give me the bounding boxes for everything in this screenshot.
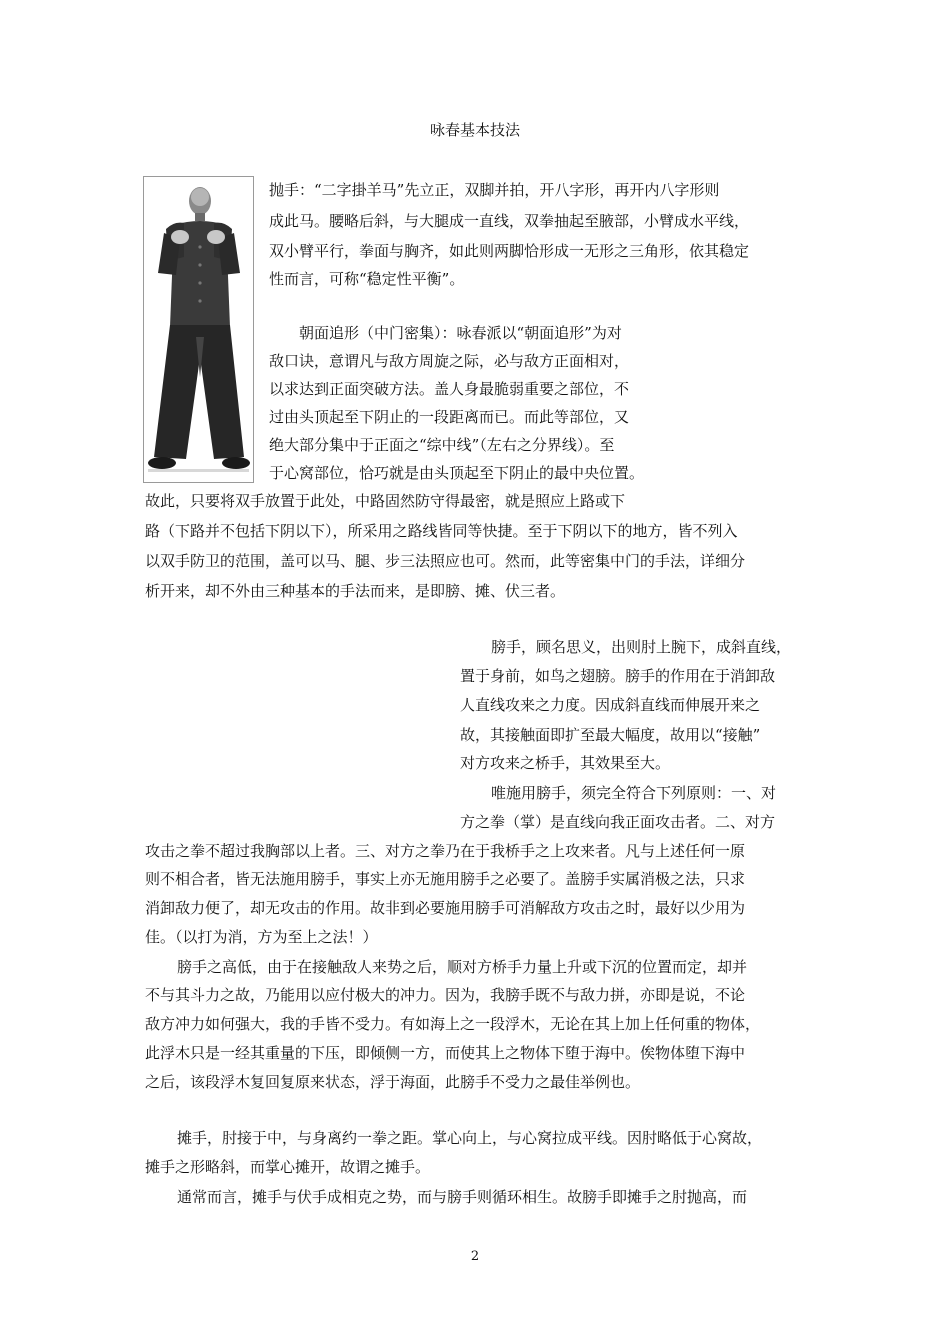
paragraph-line: 不与其斗力之故，乃能用以应付极大的冲力。因为，我膀手既不与敌力拼，亦即是说，不论 xyxy=(145,986,746,1004)
paragraph-line: 以求达到正面突破方法。盖人身最脆弱重要之部位，不 xyxy=(269,380,630,398)
paragraph-line: 故，其接触面即扩至最大幅度，故用以“接触” xyxy=(460,726,761,744)
paragraph-line: 之后，该段浮木复回复原来状态，浮于海面，此膀手不受力之最佳举例也。 xyxy=(145,1073,641,1091)
page-number: 2 xyxy=(470,1249,480,1264)
paragraph-line: 摊手，肘接于中，与身离约一拳之距。掌心向上，与心窝拉成平线。因肘略低于心窝故， xyxy=(177,1129,763,1147)
paragraph-line: 双小臂平行，拳面与胸齐，如此则两脚恰形成一无形之三角形，依其稳定 xyxy=(269,242,750,260)
paragraph-line: 此浮木只是一经其重量的下压，即倾侧一方，而使其上之物体下堕于海中。俟物体堕下海中 xyxy=(145,1044,746,1062)
paragraph-line: 通常而言，摊手与伏手成相克之势，而与膀手则循环相生。故膀手即摊手之肘抛高，而 xyxy=(177,1188,748,1206)
paragraph-line: 敌口诀，意谓凡与敌方周旋之际，必与敌方正面相对， xyxy=(269,352,630,370)
paragraph-line: 过由头顶起至下阴止的一段距离而已。而此等部位，又 xyxy=(269,408,630,426)
paragraph-line: 路（下路并不包括下阴以下），所采用之路线皆同等快捷。至于下阴以下的地方，皆不列入 xyxy=(145,522,738,540)
paragraph-line: 朝面追形（中门密集）：咏春派以“朝面追形”为对 xyxy=(299,324,622,342)
paragraph-line: 于心窝部位，恰巧就是由头顶起至下阴止的最中央位置。 xyxy=(269,464,645,482)
paragraph-line: 则不相合者，皆无法施用膀手，事实上亦无施用膀手之必要了。盖膀手实属消极之法，只求 xyxy=(145,870,746,888)
document-title: 咏春基本技法 xyxy=(429,121,520,139)
paragraph-line: 人直线攻来之力度。因成斜直线而伸展开来之 xyxy=(460,696,761,714)
paragraph-line: 以双手防卫的范围，盖可以马、腿、步三法照应也可。然而，此等密集中门的手法，详细分 xyxy=(145,552,746,570)
paragraph-line: 唯施用膀手，须完全符合下列原则：一、对 xyxy=(491,784,777,802)
martial-artist-stance-photo xyxy=(143,176,254,483)
paragraph-line: 消卸敌力便了，却无攻击的作用。故非到必要施用膀手可消解敌方攻击之时，最好以少用为 xyxy=(145,899,746,917)
paragraph-line: 绝大部分集中于正面之“综中线”（左右之分界线）。至 xyxy=(269,436,615,454)
paragraph-line: 抛手：“二字掛羊马”先立正，双脚并拍，开八字形，再开内八字形则 xyxy=(269,181,720,199)
paragraph-line: 攻击之拳不超过我胸部以上者。三、对方之拳乃在于我桥手之上攻来者。凡与上述任何一原 xyxy=(145,842,746,860)
martial-artist-figure-icon xyxy=(144,177,253,482)
paragraph-line: 膀手，顾名思义，出则肘上腕下，成斜直线， xyxy=(491,638,792,656)
paragraph-line: 摊手之形略斜，而掌心摊开，故谓之摊手。 xyxy=(145,1158,431,1176)
paragraph-line: 性而言，可称“稳定性平衡”。 xyxy=(269,270,465,288)
paragraph-line: 故此，只要将双手放置于此处，中路固然防守得最密，就是照应上路或下 xyxy=(145,492,626,510)
paragraph-line: 成此马。腰略后斜，与大腿成一直线，双拳抽起至腋部，小臂成水平线， xyxy=(269,212,750,230)
paragraph-line: 膀手之高低，由于在接触敌人来势之后，顺对方桥手力量上升或下沉的位置而定，却并 xyxy=(177,958,748,976)
paragraph-line: 方之拳（掌）是直线向我正面攻击者。二、对方 xyxy=(460,813,776,831)
paragraph-line: 置于身前，如鸟之翅膀。膀手的作用在于消卸敌 xyxy=(460,667,776,685)
paragraph-line: 佳。（以打为消，方为至上之法！） xyxy=(145,928,378,946)
paragraph-line: 析开来，却不外由三种基本的手法而来，是即膀、摊、伏三者。 xyxy=(145,582,566,600)
paragraph-line: 敌方冲力如何强大，我的手皆不受力。有如海上之一段浮木，无论在其上加上任何重的物体， xyxy=(145,1015,761,1033)
paragraph-line: 对方攻来之桥手，其效果至大。 xyxy=(460,754,671,772)
